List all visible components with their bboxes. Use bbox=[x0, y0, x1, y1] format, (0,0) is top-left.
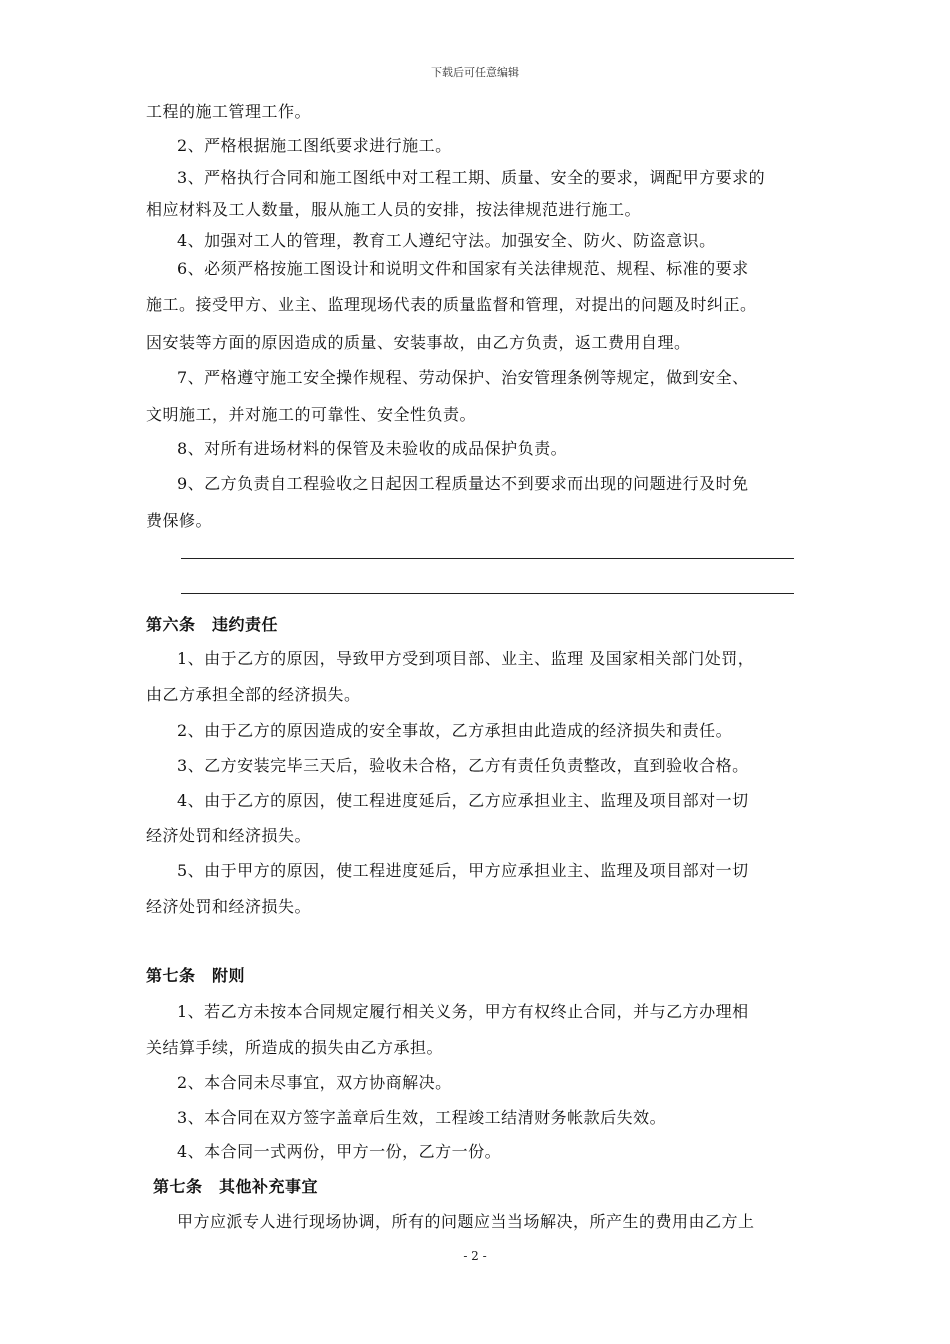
paragraph-line: 4、由于乙方的原因，使工程进度延后，乙方应承担业主、监理及项目部对一切 bbox=[177, 791, 749, 810]
section-heading: 第七条 附则 bbox=[146, 966, 246, 985]
paragraph-line: 2、本合同未尽事宜，双方协商解决。 bbox=[177, 1073, 452, 1092]
paragraph-line: 7、严格遵守施工安全操作规程、劳动保护、治安管理条例等规定，做到安全、 bbox=[177, 368, 749, 387]
paragraph-line: 2、严格根据施工图纸要求进行施工。 bbox=[177, 136, 452, 155]
paragraph-line: 9、乙方负责自工程验收之日起因工程质量达不到要求而出现的问题进行及时免 bbox=[177, 474, 749, 493]
paragraph-line: 4、本合同一式两份，甲方一份，乙方一份。 bbox=[177, 1142, 502, 1161]
paragraph-line: 3、严格执行合同和施工图纸中对工程工期、质量、安全的要求，调配甲方要求的 bbox=[177, 168, 766, 187]
paragraph-line: 5、由于甲方的原因，使工程进度延后，甲方应承担业主、监理及项目部对一切 bbox=[177, 861, 749, 880]
paragraph-line: 3、本合同在双方签字盖章后生效，工程竣工结清财务帐款后失效。 bbox=[177, 1108, 667, 1127]
paragraph-line: 经济处罚和经济损失。 bbox=[146, 897, 312, 916]
paragraph-line: 文明施工，并对施工的可靠性、安全性负责。 bbox=[146, 405, 477, 424]
section-heading: 第七条 其他补充事宜 bbox=[153, 1177, 319, 1196]
paragraph-line: 经济处罚和经济损失。 bbox=[146, 826, 312, 845]
paragraph-line: 甲方应派专人进行现场协调，所有的问题应当当场解决，所产生的费用由乙方上 bbox=[177, 1212, 755, 1231]
paragraph-line: 施工。接受甲方、业主、监理现场代表的质量监督和管理，对提出的问题及时纠正。 bbox=[146, 295, 757, 314]
paragraph-line: 4、加强对工人的管理，教育工人遵纪守法。加强安全、防火、防盗意识。 bbox=[177, 231, 716, 250]
blank-fill-line bbox=[181, 593, 794, 594]
paragraph-line: 2、由于乙方的原因造成的安全事故，乙方承担由此造成的经济损失和责任。 bbox=[177, 721, 733, 740]
paragraph-line: 工程的施工管理工作。 bbox=[146, 102, 312, 121]
paragraph-line: 1、若乙方未按本合同规定履行相关义务，甲方有权终止合同，并与乙方办理相 bbox=[177, 1002, 749, 1021]
paragraph-line: 1、由于乙方的原因，导致甲方受到项目部、业主、监理 及国家相关部门处罚， bbox=[177, 649, 755, 668]
paragraph-line: 8、对所有进场材料的保管及未验收的成品保护负责。 bbox=[177, 439, 568, 458]
section-heading: 第六条 违约责任 bbox=[146, 615, 279, 634]
paragraph-line: 相应材料及工人数量，服从施工人员的安排，按法律规范进行施工。 bbox=[146, 200, 642, 219]
paragraph-line: 6、必须严格按施工图设计和说明文件和国家有关法律规范、规程、标准的要求 bbox=[177, 259, 749, 278]
paragraph-line: 费保修。 bbox=[146, 511, 213, 530]
paragraph-line: 关结算手续，所造成的损失由乙方承担。 bbox=[146, 1038, 444, 1057]
paragraph-line: 3、乙方安装完毕三天后，验收未合格，乙方有责任负责整改，直到验收合格。 bbox=[177, 756, 749, 775]
page-number: - 2 - bbox=[463, 1249, 487, 1263]
blank-fill-line bbox=[181, 558, 794, 559]
paragraph-line: 由乙方承担全部的经济损失。 bbox=[146, 685, 361, 704]
page-header: 下载后可任意编辑 bbox=[431, 66, 519, 79]
paragraph-line: 因安装等方面的原因造成的质量、安装事故，由乙方负责，返工费用自理。 bbox=[146, 333, 691, 352]
